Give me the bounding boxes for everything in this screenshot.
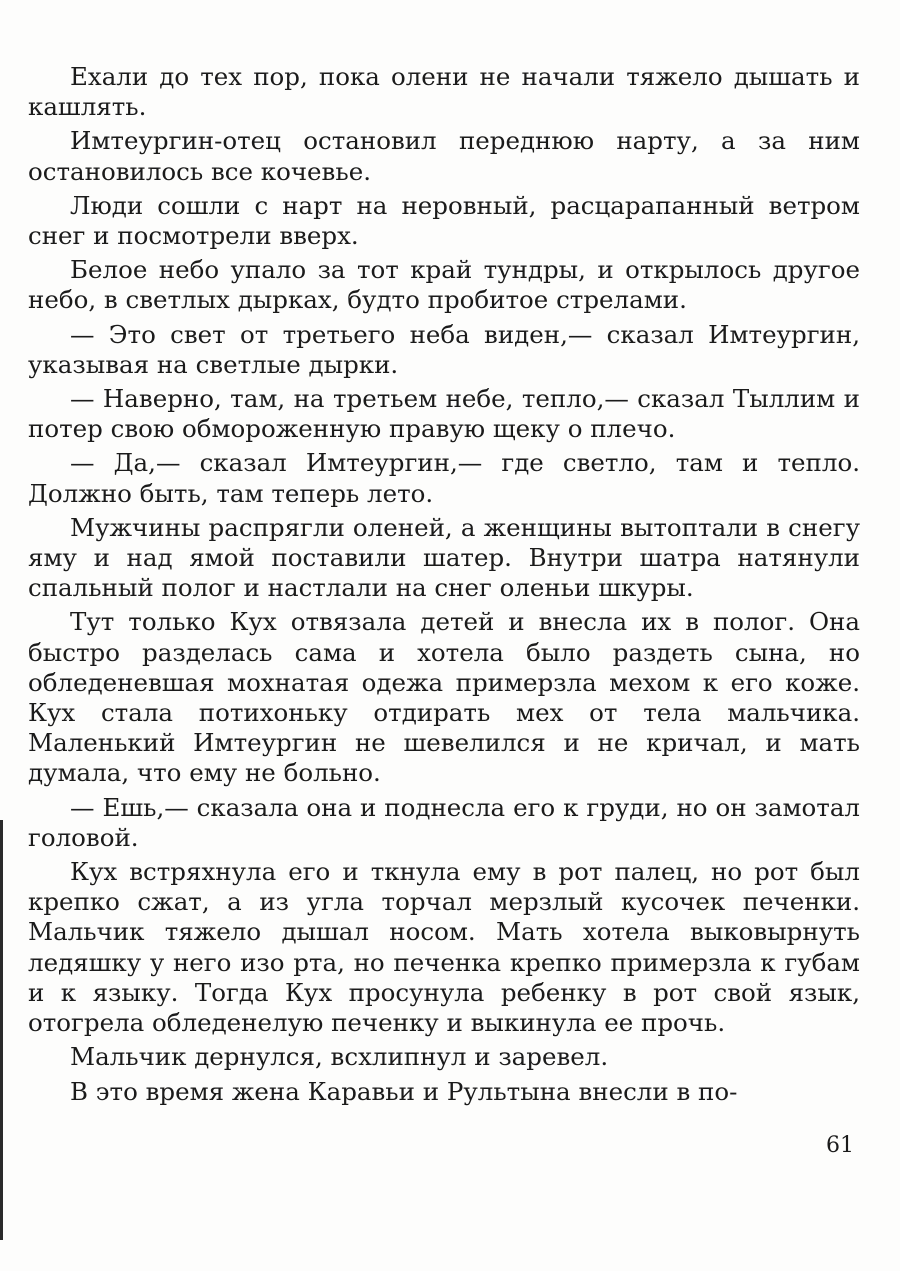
scan-edge-shadow bbox=[0, 820, 3, 1240]
paragraph: Имтеургин-отец остановил переднюю нарту, а за ним остановилось все кочевье. bbox=[28, 126, 860, 186]
paragraph: Ехали до тех пор, пока олени не начали тяжело дышать и кашлять. bbox=[28, 62, 860, 122]
paragraph: — Это свет от третьего неба виден,— сказал Имтеургин, указывая на светлые дырки. bbox=[28, 319, 860, 379]
page-number: 61 bbox=[826, 1133, 854, 1158]
paragraph: Люди сошли с нарт на неровный, расцарапанный ветром снег и посмотрели вверх. bbox=[28, 190, 860, 251]
paragraph: В это время жена Каравьи и Рультына внесли в по- bbox=[70, 1076, 738, 1106]
body-text bbox=[28, 62, 860, 1111]
paragraph: Мужчины распрягли оленей, а женщины вытоптали в снегу яму и над ямой поставили шатер. Внутри шатра натянули спальный полог и настлали на снег оленьи шкуры. bbox=[28, 512, 860, 603]
paragraph: — Да,— сказал Имтеургин,— где светло, там и тепло. Должно быть, там теперь лето. bbox=[28, 448, 860, 508]
paragraph: Тут только Кух отвязала детей и внесла их в полог. Она быстро разделась сама и хотела было раздеть сына, но обледеневшая мохнатая одежа примерзла мехом к его коже. Кух стала потихоньку отдирать мех от тела мальчика. Маленький Имтеургин не шевелился и не кричал, и мать думала, что ему не больно. bbox=[28, 607, 860, 788]
paragraph: — Наверно, там, на третьем небе, тепло,— сказал Тыллим и потер свою обмороженную правую щеку о плечо. bbox=[28, 384, 860, 444]
paragraph: — Ешь,— сказала она и поднесла его к груди, но он замотал головой. bbox=[28, 792, 860, 852]
paragraph: Белое небо упало за тот край тундры, и открылось другое небо, в светлых дырках, будто пробитое стрелами. bbox=[28, 255, 860, 315]
paragraph: Мальчик дернулся, всхлипнул и заревел. bbox=[70, 1042, 609, 1072]
paragraph: Кух встряхнула его и ткнула ему в рот палец, но рот был крепко сжат, а из угла торчал мерзлый кусочек печенки. Мальчик тяжело дышал носом. Мать хотела выковырнуть ледяшку у него изо рта, но печенка крепко примерзла к губам и к языку. Тогда Кух просунула ребенку в рот свой язык, отогрела обледенелую печенку и выкинула ее прочь. bbox=[28, 857, 860, 1038]
